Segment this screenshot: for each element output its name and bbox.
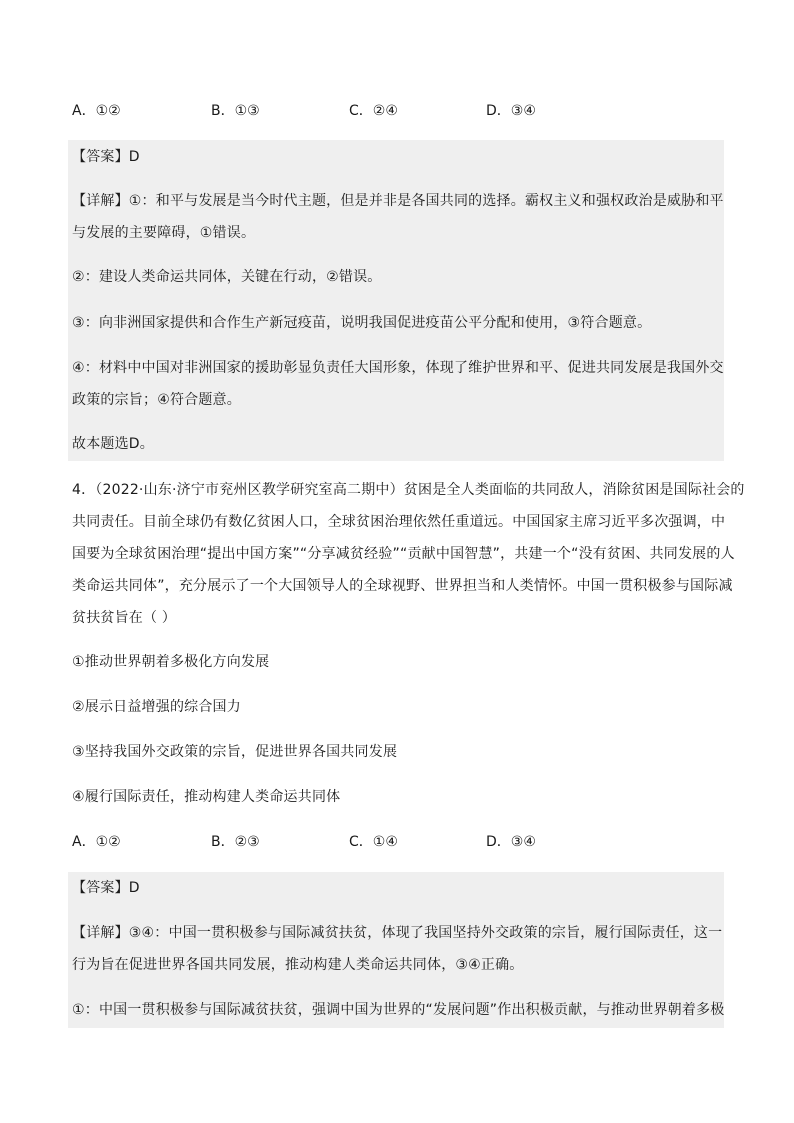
q3-answer-box	[68, 140, 724, 461]
q3-detail-line-3: ②：建设人类命运共同体，关键在行动，②错误。	[72, 269, 382, 285]
q3-answer: 【答案】D	[72, 149, 140, 165]
q4-answer: 【答案】D	[72, 880, 140, 896]
q3-detail-line-6: 政策的宗旨；④符合题意。	[72, 392, 241, 408]
q4-item-1: ①推动世界朝着多极化方向发展	[72, 654, 270, 670]
q3-detail-line-5: ④：材料中中国对非洲国家的援助彰显负责任大国形象，体现了维护世界和平、促进共同发展是我国外交	[72, 360, 724, 376]
q3-option-d: D．③④	[486, 103, 536, 119]
q4-answer-box	[68, 872, 724, 1028]
q3-option-b: B．①③	[211, 103, 260, 119]
q4-item-3: ③坚持我国外交政策的宗旨，促进世界各国共同发展	[72, 744, 398, 760]
q4-detail-line-3: ①：中国一贯积极参与国际减贫扶贫，强调中国为世界的“发展问题”作出积极贡献，与推动世界朝着多极	[72, 1002, 725, 1018]
q3-detail-line-2: 与发展的主要障碍，①错误。	[72, 225, 256, 241]
q4-stem-line-5: 贫扶贫旨在（ ）	[72, 610, 177, 626]
q4-option-b: B．②③	[211, 834, 260, 850]
q3-detail-line-1: 【详解】①：和平与发展是当今时代主题，但是并非是各国共同的选择。霸权主义和强权政治是威胁和平	[72, 193, 724, 209]
q3-option-a: A．①②	[72, 103, 121, 119]
q4-item-4: ④履行国际责任，推动构建人类命运共同体	[72, 789, 341, 805]
q4-option-d: D．③④	[486, 834, 536, 850]
q4-stem-line-4: 类命运共同体”，充分展示了一个大国领导人的全球视野、世界担当和人类情怀。中国一贯积极参与国际减	[72, 578, 733, 594]
q3-detail-line-4: ③：向非洲国家提供和合作生产新冠疫苗，说明我国促进疫苗公平分配和使用，③符合题意。	[72, 315, 652, 331]
q4-stem-line-3: 国要为全球贫困治理“提出中国方案”“分享减贫经验”“贡献中国智慧”，共建一个“没有贫困、共同发展的人	[72, 546, 735, 562]
q4-detail-line-2: 行为旨在促进世界各国共同发展，推动构建人类命运共同体，③④正确。	[72, 957, 524, 973]
q3-option-c: C．②④	[349, 103, 398, 119]
q4-option-c: C．①④	[349, 834, 398, 850]
q4-detail-line-1: 【详解】③④：中国一贯积极参与国际减贫扶贫，体现了我国坚持外交政策的宗旨，履行国际责任，这一	[72, 925, 723, 941]
q4-option-a: A．①②	[72, 834, 121, 850]
q4-stem-line-2: 共同责任。目前全球仍有数亿贫困人口，全球贫困治理依然任重道远。中国国家主席习近平多次强调，中	[72, 514, 726, 530]
q4-stem-line-1: 4．（2022·山东·济宁市兖州区教学研究室高二期中）贫困是全人类面临的共同敌人，消除贫困是国际社会的	[72, 482, 745, 498]
q3-detail-line-7: 故本题选D。	[72, 436, 154, 452]
q4-item-2: ②展示日益增强的综合国力	[72, 699, 241, 715]
